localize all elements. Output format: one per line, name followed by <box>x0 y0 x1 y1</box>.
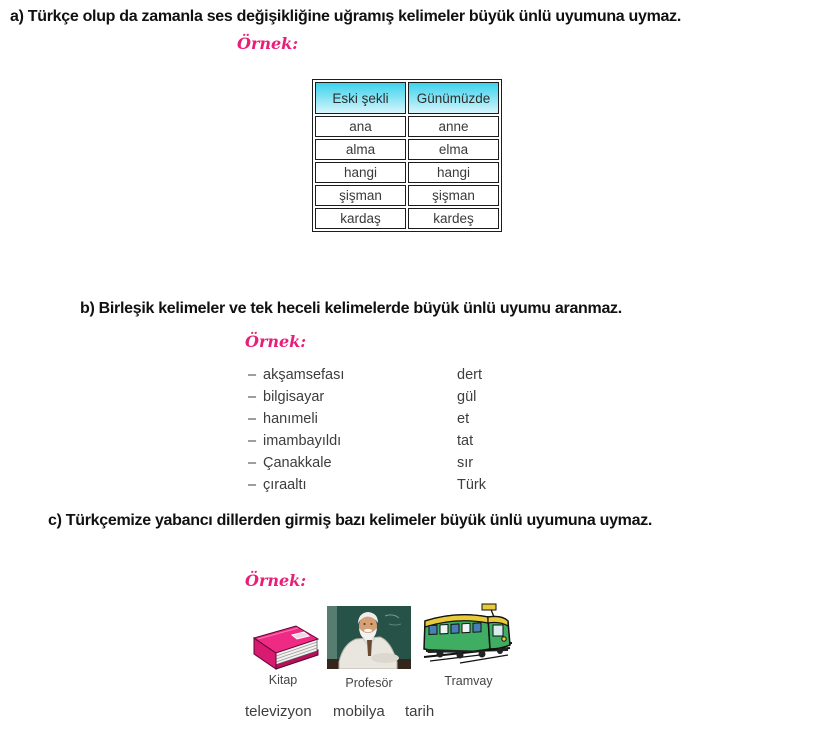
dash-bullet: – <box>248 411 257 427</box>
table-cell-old: şişman <box>315 185 406 206</box>
loanword: tarih <box>405 703 435 720</box>
monosyllable-word: et <box>457 411 470 427</box>
loanword: televizyon <box>245 703 312 720</box>
illustration-caption: Kitap <box>268 673 298 687</box>
compound-word: hanımeli <box>263 411 318 427</box>
table-cell-old: alma <box>315 139 406 160</box>
compound-word: akşamsefası <box>263 367 345 383</box>
illustration-caption: Tramvay <box>444 674 493 688</box>
professor-icon <box>327 606 411 669</box>
loanword: mobilya <box>333 703 385 720</box>
table-cell-old: kardaş <box>315 208 406 229</box>
monosyllable-word: gül <box>457 389 477 405</box>
word-pair-list <box>248 364 538 496</box>
list-item <box>248 430 538 452</box>
list-item <box>248 452 538 474</box>
monosyllable-word: tat <box>457 433 474 449</box>
tram-icon <box>420 601 517 669</box>
monosyllable-word: dert <box>457 367 482 383</box>
old-vs-new-table <box>312 79 502 232</box>
table-cell-new: şişman <box>408 185 499 206</box>
list-item <box>248 474 538 496</box>
table-cell-new: anne <box>408 116 499 137</box>
section-c-heading: c) Türkçemize yabancı dillerden girmiş bazı kelimeler büyük ünlü uyumuna uymaz. <box>48 512 653 529</box>
example-label-c: Örnek: <box>245 571 307 590</box>
table-row <box>315 185 499 206</box>
compound-word: imambayıldı <box>263 433 342 449</box>
monosyllable-word: Türk <box>457 477 486 493</box>
list-item <box>248 364 538 386</box>
table-row <box>315 116 499 137</box>
table-cell-old: ana <box>315 116 406 137</box>
list-item <box>248 386 538 408</box>
monosyllable-word: sır <box>457 455 474 471</box>
list-item <box>248 408 538 430</box>
compound-word: çıraaltı <box>263 477 307 493</box>
dash-bullet: – <box>248 455 257 471</box>
dash-bullet: – <box>248 477 257 493</box>
dash-bullet: – <box>248 367 257 383</box>
table-cell-new: elma <box>408 139 499 160</box>
table-cell-new: hangi <box>408 162 499 183</box>
example-label-a: Örnek: <box>237 34 299 53</box>
section-a-heading: a) Türkçe olup da zamanla ses değişikliğine uğramış kelimeler büyük ünlü uyumuna uymaz. <box>10 8 681 25</box>
section-b-heading: b) Birleşik kelimeler ve tek heceli kelimelerde büyük ünlü uyumu aranmaz. <box>80 300 622 317</box>
table-header-row <box>315 82 499 114</box>
example-label-b: Örnek: <box>245 332 307 351</box>
table-header-today: Günümüzde <box>408 82 499 114</box>
professor-photo <box>327 606 411 669</box>
dash-bullet: – <box>248 389 257 405</box>
compound-word: bilgisayar <box>263 389 325 405</box>
table-header-old-form: Eski şekli <box>315 82 406 114</box>
book-icon <box>246 624 320 672</box>
table-row <box>315 162 499 183</box>
tram-illustration <box>420 601 517 669</box>
table-row <box>315 208 499 229</box>
illustration-caption: Profesör <box>345 676 393 690</box>
table-cell-old: hangi <box>315 162 406 183</box>
table-row <box>315 139 499 160</box>
table-cell-new: kardeş <box>408 208 499 229</box>
compound-word: Çanakkale <box>263 455 332 471</box>
book-illustration <box>246 624 320 672</box>
dash-bullet: – <box>248 433 257 449</box>
